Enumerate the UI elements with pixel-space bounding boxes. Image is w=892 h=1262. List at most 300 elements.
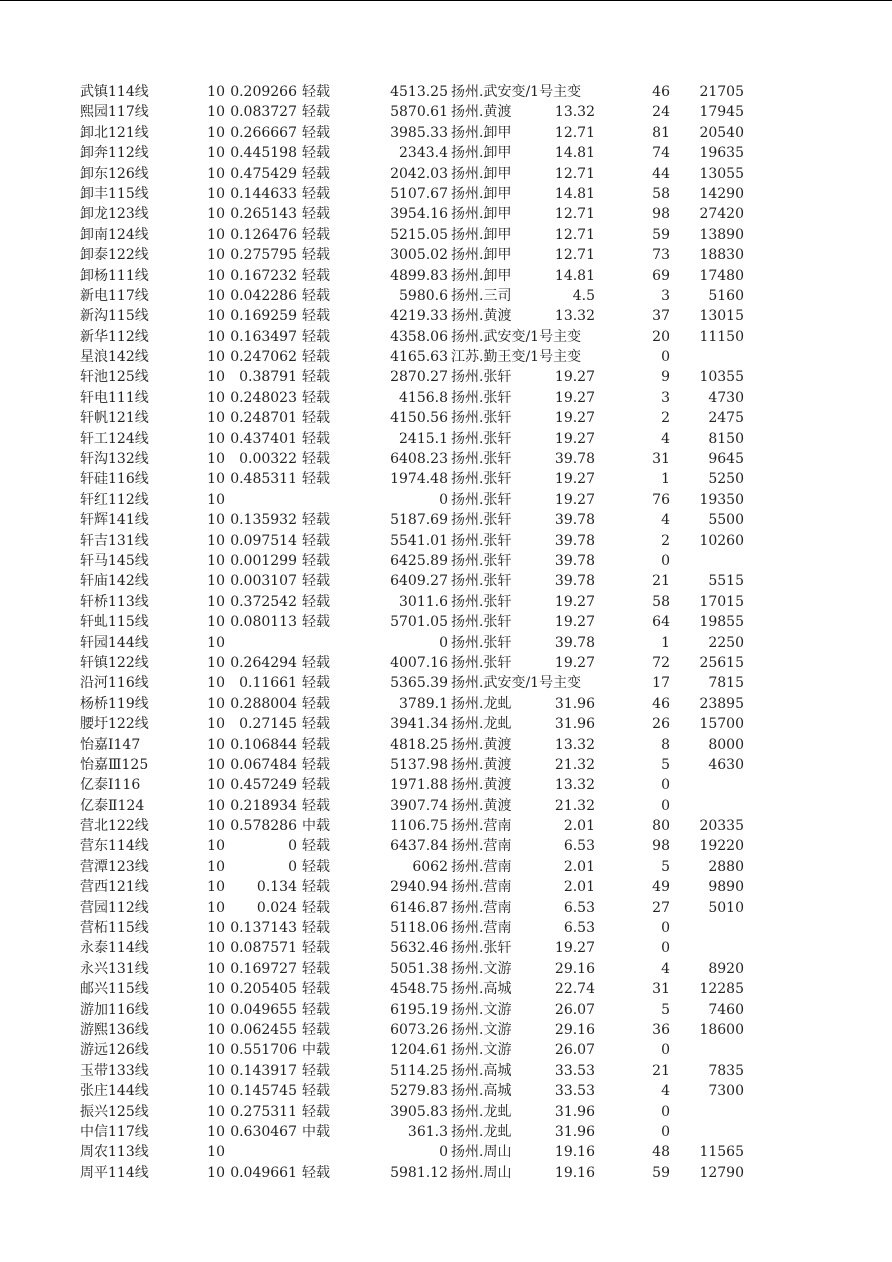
cell-load-rate: 0.578286 xyxy=(230,818,297,835)
cell-user-count: 59 xyxy=(652,1164,670,1181)
cell-load-status: 轻载 xyxy=(302,451,330,468)
table-row xyxy=(0,653,892,673)
cell-substation: 扬州.黄渡 xyxy=(451,777,512,794)
cell-substation: 扬州.黄渡 xyxy=(451,756,512,773)
cell-capacity: 8920 xyxy=(708,960,744,977)
cell-substation: 扬州.张轩 xyxy=(451,940,512,957)
cell-line-name: 营东114线 xyxy=(80,838,149,855)
cell-spare-capacity: 1204.61 xyxy=(390,1042,448,1059)
cell-voltage: 10 xyxy=(207,328,225,345)
cell-voltage: 10 xyxy=(207,716,225,733)
cell-distance: 26.07 xyxy=(554,1042,595,1059)
cell-voltage: 10 xyxy=(207,736,225,753)
cell-voltage: 10 xyxy=(207,1103,225,1120)
cell-load-status: 轻载 xyxy=(302,145,330,162)
cell-spare-capacity: 4548.75 xyxy=(390,981,448,998)
cell-line-name: 张庄144线 xyxy=(80,1083,149,1100)
cell-user-count: 0 xyxy=(661,920,670,937)
cell-load-status: 轻载 xyxy=(302,960,330,977)
cell-distance: 19.27 xyxy=(554,410,595,427)
cell-user-count: 72 xyxy=(652,654,670,671)
cell-distance: 2.01 xyxy=(563,858,595,875)
cell-line-name: 轩工124线 xyxy=(80,430,149,447)
cell-capacity: 2880 xyxy=(708,858,744,875)
cell-voltage: 10 xyxy=(207,349,225,366)
cell-capacity: 12790 xyxy=(699,1164,744,1181)
cell-distance: 39.78 xyxy=(554,451,595,468)
cell-distance: 29.16 xyxy=(554,1021,595,1038)
cell-capacity: 13055 xyxy=(699,165,744,182)
cell-voltage: 10 xyxy=(207,84,225,100)
cell-distance: 19.27 xyxy=(554,430,595,447)
cell-user-count: 59 xyxy=(652,226,670,243)
cell-capacity: 8000 xyxy=(708,736,744,753)
cell-line-name: 熙园117线 xyxy=(80,104,149,121)
table-row xyxy=(0,775,892,795)
cell-voltage: 10 xyxy=(207,634,225,651)
cell-voltage: 10 xyxy=(207,879,225,896)
cell-user-count: 4 xyxy=(661,512,670,529)
cell-spare-capacity: 4007.16 xyxy=(390,654,448,671)
cell-load-rate: 0.169727 xyxy=(230,960,297,977)
cell-substation: 扬州.张轩 xyxy=(451,389,512,406)
cell-user-count: 21 xyxy=(652,1062,670,1079)
cell-voltage: 10 xyxy=(207,1021,225,1038)
table-row xyxy=(0,898,892,918)
cell-capacity: 2250 xyxy=(708,634,744,651)
cell-voltage: 10 xyxy=(207,369,225,386)
cell-spare-capacity: 4358.06 xyxy=(390,328,448,345)
cell-distance: 6.53 xyxy=(563,899,595,916)
table-row xyxy=(0,531,892,551)
cell-line-name: 营柘115线 xyxy=(80,920,149,937)
cell-load-rate: 0.445198 xyxy=(230,145,297,162)
cell-user-count: 31 xyxy=(652,451,670,468)
cell-user-count: 2 xyxy=(661,410,670,427)
cell-substation: 扬州.张轩 xyxy=(451,593,512,610)
cell-line-name: 轩虬115线 xyxy=(80,614,149,631)
table-row xyxy=(0,327,892,347)
cell-line-name: 轩桥113线 xyxy=(80,593,149,610)
cell-spare-capacity: 1106.75 xyxy=(390,818,448,835)
cell-load-status: 轻载 xyxy=(302,1164,330,1181)
cell-voltage: 10 xyxy=(207,165,225,182)
cell-spare-capacity: 6062 xyxy=(412,858,448,875)
cell-load-status: 轻载 xyxy=(302,1083,330,1100)
cell-substation: 扬州.黄渡 xyxy=(451,104,512,121)
table-row xyxy=(0,449,892,469)
cell-substation: 扬州.龙虬 xyxy=(451,1103,512,1120)
cell-load-rate: 0.457249 xyxy=(230,777,297,794)
cell-user-count: 27 xyxy=(652,899,670,916)
cell-user-count: 81 xyxy=(652,124,670,141)
table-row xyxy=(0,1122,892,1142)
cell-load-status: 轻载 xyxy=(302,328,330,345)
cell-spare-capacity: 5365.39 xyxy=(390,675,448,692)
table-row xyxy=(0,367,892,387)
cell-load-status: 轻载 xyxy=(302,614,330,631)
cell-spare-capacity: 6408.23 xyxy=(390,451,448,468)
cell-load-rate: 0 xyxy=(288,858,297,875)
table-row xyxy=(0,1061,892,1081)
cell-user-count: 0 xyxy=(661,1123,670,1140)
table-row xyxy=(0,184,892,204)
cell-line-name: 亿泰Ⅱ124 xyxy=(80,797,145,814)
cell-voltage: 10 xyxy=(207,777,225,794)
cell-load-status: 中载 xyxy=(302,818,330,835)
table-row xyxy=(0,1000,892,1020)
cell-capacity: 5500 xyxy=(708,512,744,529)
cell-capacity: 12285 xyxy=(699,981,744,998)
cell-load-rate: 0.062455 xyxy=(230,1021,297,1038)
cell-voltage: 10 xyxy=(207,858,225,875)
table-row xyxy=(0,877,892,897)
cell-load-status: 轻载 xyxy=(302,920,330,937)
table-row xyxy=(0,796,892,816)
cell-load-rate: 0.27145 xyxy=(239,716,297,733)
table-row xyxy=(0,429,892,449)
cell-capacity: 17945 xyxy=(699,104,744,121)
cell-voltage: 10 xyxy=(207,206,225,223)
table-row xyxy=(0,266,892,286)
cell-capacity: 2475 xyxy=(708,410,744,427)
table-row xyxy=(0,938,892,958)
cell-distance: 33.53 xyxy=(554,1062,595,1079)
cell-distance: 13.32 xyxy=(554,736,595,753)
cell-line-name: 怡嘉Ⅲ125 xyxy=(80,756,149,773)
cell-load-rate: 0.248701 xyxy=(230,410,297,427)
cell-distance: 22.74 xyxy=(554,981,595,998)
cell-substation: 扬州.张轩 xyxy=(451,654,512,671)
cell-capacity: 8150 xyxy=(708,430,744,447)
cell-capacity: 4730 xyxy=(708,389,744,406)
cell-distance: 12.71 xyxy=(554,226,595,243)
cell-line-name: 卸丰115线 xyxy=(80,185,149,202)
cell-user-count: 0 xyxy=(661,1103,670,1120)
cell-capacity: 19855 xyxy=(699,614,744,631)
cell-capacity: 17015 xyxy=(699,593,744,610)
cell-voltage: 10 xyxy=(207,1062,225,1079)
table-row xyxy=(0,1020,892,1040)
cell-substation: 扬州.张轩 xyxy=(451,430,512,447)
cell-user-count: 49 xyxy=(652,879,670,896)
cell-substation: 扬州.张轩 xyxy=(451,471,512,488)
cell-substation: 扬州.卸甲 xyxy=(451,247,512,264)
cell-substation: 扬州.高城 xyxy=(451,1062,512,1079)
cell-capacity: 17480 xyxy=(699,267,744,284)
cell-distance: 19.27 xyxy=(554,491,595,508)
cell-load-status: 轻载 xyxy=(302,899,330,916)
cell-substation: 扬州.高城 xyxy=(451,1083,512,1100)
cell-load-rate: 0.00322 xyxy=(239,451,297,468)
cell-line-name: 永泰114线 xyxy=(80,940,149,957)
cell-voltage: 10 xyxy=(207,185,225,202)
cell-distance: 31.96 xyxy=(554,1123,595,1140)
cell-capacity: 7815 xyxy=(708,675,744,692)
cell-line-name: 卸南124线 xyxy=(80,226,149,243)
table-row xyxy=(0,1102,892,1122)
cell-load-status: 轻载 xyxy=(302,410,330,427)
cell-substation: 扬州.龙虬 xyxy=(451,695,512,712)
cell-spare-capacity: 6195.19 xyxy=(390,1001,448,1018)
cell-voltage: 10 xyxy=(207,1123,225,1140)
cell-voltage: 10 xyxy=(207,389,225,406)
cell-load-status: 轻载 xyxy=(302,1001,330,1018)
cell-load-status: 轻载 xyxy=(302,675,330,692)
cell-spare-capacity: 3954.16 xyxy=(390,206,448,223)
cell-spare-capacity: 5980.6 xyxy=(399,287,448,304)
cell-user-count: 17 xyxy=(652,675,670,692)
cell-load-rate: 0.264294 xyxy=(230,654,297,671)
cell-substation: 扬州.文游 xyxy=(451,1042,512,1059)
table-row xyxy=(0,1040,892,1060)
cell-load-rate: 0 xyxy=(288,838,297,855)
cell-capacity: 27420 xyxy=(699,206,744,223)
cell-load-rate: 0.218934 xyxy=(230,797,297,814)
cell-distance: 19.16 xyxy=(554,1164,595,1181)
cell-load-rate: 0.248023 xyxy=(230,389,297,406)
cell-distance: 14.81 xyxy=(554,145,595,162)
cell-distance: 39.78 xyxy=(554,552,595,569)
cell-spare-capacity: 4818.25 xyxy=(390,736,448,753)
cell-spare-capacity: 2940.94 xyxy=(390,879,448,896)
cell-load-status: 轻载 xyxy=(302,695,330,712)
cell-spare-capacity: 2343.4 xyxy=(399,145,448,162)
cell-capacity: 13890 xyxy=(699,226,744,243)
cell-line-name: 游熙136线 xyxy=(80,1021,149,1038)
cell-load-status: 轻载 xyxy=(302,573,330,590)
table-row xyxy=(0,123,892,143)
cell-voltage: 10 xyxy=(207,1042,225,1059)
cell-line-name: 轩镇122线 xyxy=(80,654,149,671)
cell-voltage: 10 xyxy=(207,104,225,121)
cell-capacity: 19635 xyxy=(699,145,744,162)
cell-capacity: 18830 xyxy=(699,247,744,264)
table-row xyxy=(0,408,892,428)
cell-spare-capacity: 4150.56 xyxy=(390,410,448,427)
cell-line-name: 轩池125线 xyxy=(80,369,149,386)
cell-distance: 6.53 xyxy=(563,920,595,937)
cell-user-count: 46 xyxy=(652,695,670,712)
cell-voltage: 10 xyxy=(207,838,225,855)
cell-user-count: 21 xyxy=(652,573,670,590)
cell-substation: 扬州.营南 xyxy=(451,858,512,875)
cell-line-name: 卸北121线 xyxy=(80,124,149,141)
cell-load-rate: 0.11661 xyxy=(239,675,297,692)
cell-spare-capacity: 3941.34 xyxy=(390,716,448,733)
cell-load-rate: 0.265143 xyxy=(230,206,297,223)
cell-load-rate: 0.266667 xyxy=(230,124,297,141)
cell-substation: 扬州.张轩 xyxy=(451,614,512,631)
cell-substation: 扬州.张轩 xyxy=(451,491,512,508)
cell-load-rate: 0.475429 xyxy=(230,165,297,182)
cell-load-rate: 0.630467 xyxy=(230,1123,297,1140)
cell-voltage: 10 xyxy=(207,756,225,773)
cell-user-count: 37 xyxy=(652,308,670,325)
cell-load-status: 轻载 xyxy=(302,430,330,447)
cell-line-name: 杨桥119线 xyxy=(80,695,149,712)
cell-voltage: 10 xyxy=(207,451,225,468)
cell-load-rate: 0.275311 xyxy=(230,1103,297,1120)
cell-user-count: 31 xyxy=(652,981,670,998)
cell-load-status: 轻载 xyxy=(302,736,330,753)
cell-line-name: 星浪142线 xyxy=(80,349,149,366)
cell-load-rate: 0.143917 xyxy=(230,1062,297,1079)
table-row xyxy=(0,245,892,265)
cell-substation: 扬州.张轩 xyxy=(451,369,512,386)
cell-spare-capacity: 5114.25 xyxy=(390,1062,448,1079)
table-row xyxy=(0,347,892,367)
cell-capacity: 14290 xyxy=(699,185,744,202)
table-row xyxy=(0,102,892,122)
cell-load-status: 轻载 xyxy=(302,267,330,284)
cell-user-count: 9 xyxy=(661,369,670,386)
cell-voltage: 10 xyxy=(207,1164,225,1181)
cell-substation: 扬州.黄渡 xyxy=(451,797,512,814)
cell-line-name: 游远126线 xyxy=(80,1042,149,1059)
cell-spare-capacity: 0 xyxy=(439,634,448,651)
cell-load-rate: 0.437401 xyxy=(230,430,297,447)
cell-load-status: 轻载 xyxy=(302,981,330,998)
cell-load-rate: 0.049661 xyxy=(230,1164,297,1181)
cell-line-name: 卸泰122线 xyxy=(80,247,149,264)
cell-spare-capacity: 6425.89 xyxy=(390,552,448,569)
table-row xyxy=(0,755,892,775)
cell-substation: 江苏.勤王变/1号主变 xyxy=(451,349,582,366)
cell-user-count: 1 xyxy=(661,471,670,488)
cell-load-status: 轻载 xyxy=(302,104,330,121)
cell-line-name: 武镇114线 xyxy=(80,84,149,100)
cell-distance: 33.53 xyxy=(554,1083,595,1100)
cell-line-name: 轩硅116线 xyxy=(80,471,149,488)
cell-load-status: 轻载 xyxy=(302,593,330,610)
cell-voltage: 10 xyxy=(207,614,225,631)
cell-distance: 39.78 xyxy=(554,634,595,651)
cell-capacity: 7300 xyxy=(708,1083,744,1100)
cell-voltage: 10 xyxy=(207,532,225,549)
cell-spare-capacity: 2042.03 xyxy=(390,165,448,182)
cell-substation: 扬州.卸甲 xyxy=(451,185,512,202)
cell-capacity: 5515 xyxy=(708,573,744,590)
table-row xyxy=(0,1142,892,1162)
cell-capacity: 19350 xyxy=(699,491,744,508)
table-row xyxy=(0,1163,892,1183)
cell-capacity: 9645 xyxy=(708,451,744,468)
cell-user-count: 3 xyxy=(661,287,670,304)
cell-load-status: 轻载 xyxy=(302,716,330,733)
cell-capacity: 20540 xyxy=(699,124,744,141)
cell-spare-capacity: 361.3 xyxy=(407,1123,448,1140)
cell-load-rate: 0.551706 xyxy=(230,1042,297,1059)
cell-load-rate: 0.106844 xyxy=(230,736,297,753)
cell-load-rate: 0.144633 xyxy=(230,185,297,202)
cell-distance: 19.27 xyxy=(554,614,595,631)
cell-user-count: 24 xyxy=(652,104,670,121)
cell-substation: 扬州.龙虬 xyxy=(451,716,512,733)
cell-load-rate: 0.163497 xyxy=(230,328,297,345)
cell-spare-capacity: 4219.33 xyxy=(390,308,448,325)
cell-substation: 扬州.营南 xyxy=(451,920,512,937)
cell-capacity: 7460 xyxy=(708,1001,744,1018)
cell-distance: 12.71 xyxy=(554,247,595,264)
cell-distance: 31.96 xyxy=(554,1103,595,1120)
cell-user-count: 36 xyxy=(652,1021,670,1038)
table-row xyxy=(0,82,892,102)
cell-user-count: 0 xyxy=(661,1042,670,1059)
cell-line-name: 轩马145线 xyxy=(80,552,149,569)
cell-spare-capacity: 5981.12 xyxy=(390,1164,448,1181)
cell-voltage: 10 xyxy=(207,512,225,529)
cell-voltage: 10 xyxy=(207,675,225,692)
cell-spare-capacity: 1971.88 xyxy=(390,777,448,794)
cell-substation: 扬州.张轩 xyxy=(451,552,512,569)
cell-load-rate: 0.067484 xyxy=(230,756,297,773)
cell-load-status: 轻载 xyxy=(302,389,330,406)
cell-load-rate: 0.097514 xyxy=(230,532,297,549)
cell-substation: 扬州.三司 xyxy=(451,287,512,304)
cell-load-status: 轻载 xyxy=(302,654,330,671)
cell-distance: 31.96 xyxy=(554,695,595,712)
cell-distance: 19.27 xyxy=(554,940,595,957)
cell-load-rate: 0.209266 xyxy=(230,84,297,100)
cell-voltage: 10 xyxy=(207,430,225,447)
cell-user-count: 73 xyxy=(652,247,670,264)
cell-line-name: 新华112线 xyxy=(80,328,149,345)
cell-spare-capacity: 5215.05 xyxy=(390,226,448,243)
cell-capacity: 19220 xyxy=(699,838,744,855)
table-row xyxy=(0,469,892,489)
cell-load-rate: 0.024 xyxy=(256,899,297,916)
cell-distance: 14.81 xyxy=(554,185,595,202)
cell-load-rate: 0.205405 xyxy=(230,981,297,998)
cell-spare-capacity: 0 xyxy=(439,1144,448,1161)
cell-load-status: 轻载 xyxy=(302,858,330,875)
cell-line-name: 轩辉141线 xyxy=(80,512,149,529)
cell-capacity: 21705 xyxy=(699,84,744,100)
cell-distance: 19.27 xyxy=(554,471,595,488)
cell-substation: 扬州.文游 xyxy=(451,960,512,977)
cell-user-count: 76 xyxy=(652,491,670,508)
cell-load-status: 轻载 xyxy=(302,777,330,794)
cell-load-status: 轻载 xyxy=(302,552,330,569)
cell-distance: 21.32 xyxy=(554,756,595,773)
cell-line-name: 营园112线 xyxy=(80,899,149,916)
cell-voltage: 10 xyxy=(207,1144,225,1161)
cell-capacity: 10355 xyxy=(699,369,744,386)
cell-line-name: 轩帆121线 xyxy=(80,410,149,427)
cell-user-count: 4 xyxy=(661,960,670,977)
cell-voltage: 10 xyxy=(207,308,225,325)
cell-user-count: 4 xyxy=(661,430,670,447)
cell-load-status: 轻载 xyxy=(302,797,330,814)
cell-substation: 扬州.卸甲 xyxy=(451,267,512,284)
table-row xyxy=(0,306,892,326)
cell-spare-capacity: 6146.87 xyxy=(390,899,448,916)
cell-substation: 扬州.武安变/1号主变 xyxy=(451,84,582,100)
cell-load-rate: 0.275795 xyxy=(230,247,297,264)
cell-spare-capacity: 5187.69 xyxy=(390,512,448,529)
cell-load-status: 轻载 xyxy=(302,512,330,529)
cell-load-status: 轻载 xyxy=(302,349,330,366)
table-row xyxy=(0,836,892,856)
cell-substation: 扬州.卸甲 xyxy=(451,145,512,162)
cell-load-rate: 0.137143 xyxy=(230,920,297,937)
cell-load-status: 轻载 xyxy=(302,226,330,243)
cell-substation: 扬州.卸甲 xyxy=(451,165,512,182)
cell-load-rate: 0.083727 xyxy=(230,104,297,121)
cell-load-rate: 0.080113 xyxy=(230,614,297,631)
cell-line-name: 营北122线 xyxy=(80,818,149,835)
